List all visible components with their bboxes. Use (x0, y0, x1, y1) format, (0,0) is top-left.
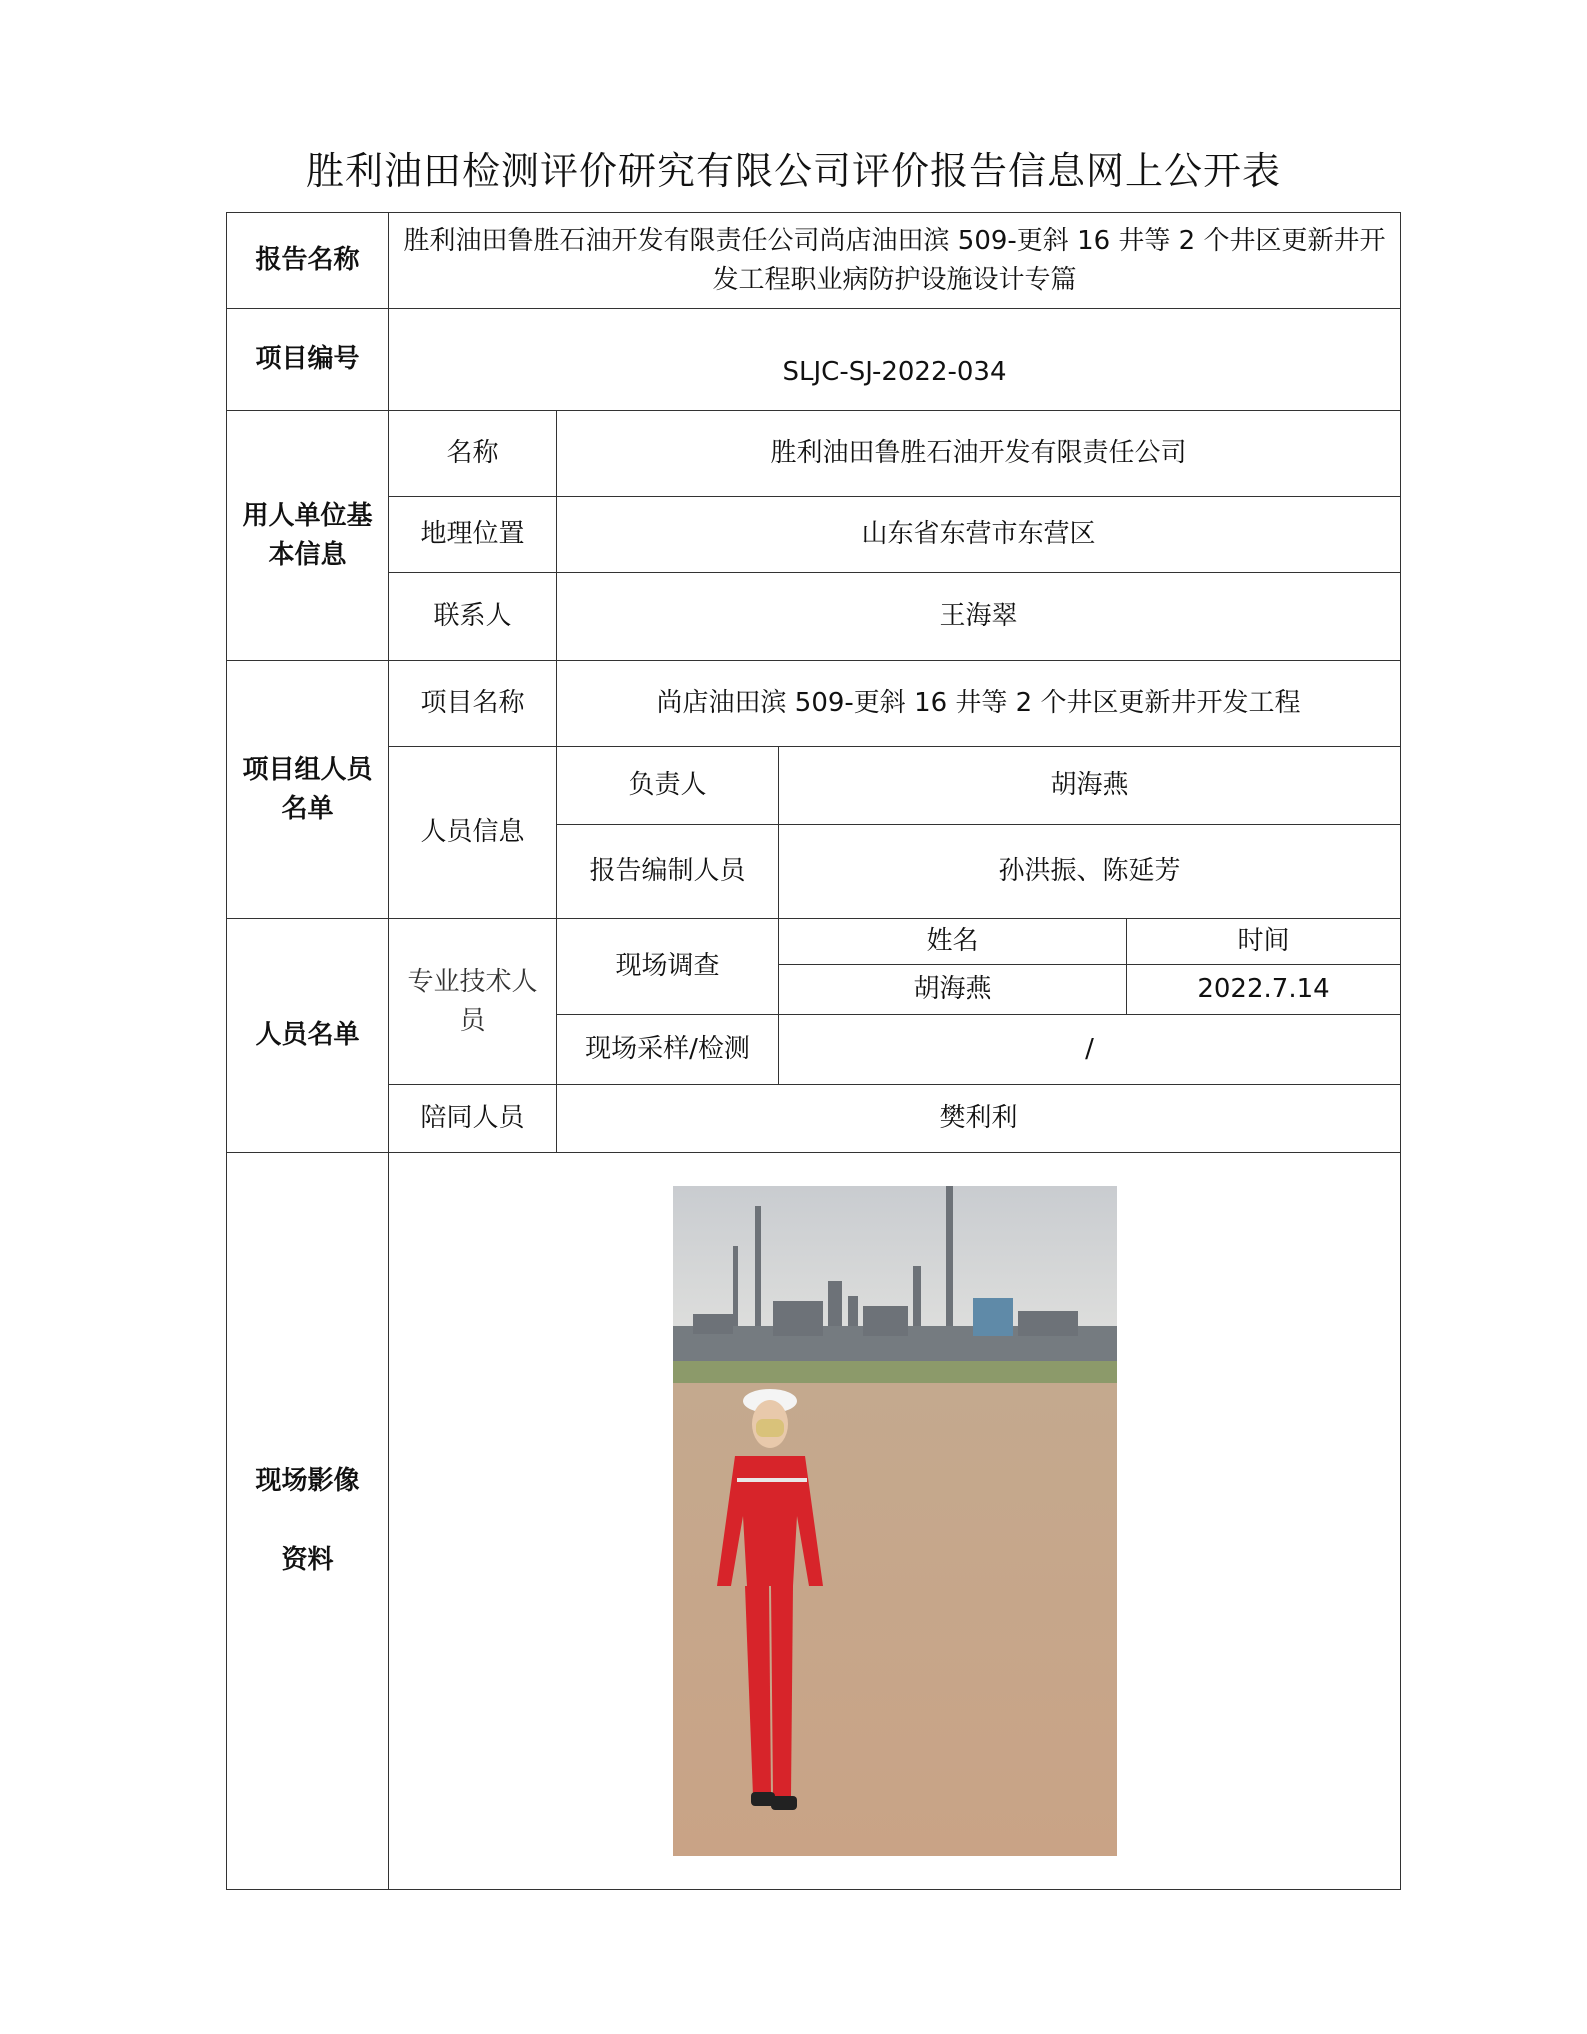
team-leader-label: 负责人 (557, 747, 779, 825)
project-no-row (227, 309, 1401, 411)
employer-name: 胜利油田鲁胜石油开发有限责任公司 (557, 411, 1401, 497)
site-photo (673, 1186, 1117, 1856)
report-name-value: 胜利油田鲁胜石油开发有限责任公司尚店油田滨 509-更斜 16 井等 2 个井区更新井开发工程职业病防护设施设计专篇 (389, 213, 1401, 309)
staff-survey-name: 胡海燕 (779, 965, 1127, 1015)
team-writers: 孙洪振、陈延芳 (779, 825, 1401, 919)
project-no-value: SLJC-SJ-2022-034 (389, 309, 1401, 411)
staff-survey-label: 现场调查 (557, 919, 779, 1015)
grass-strip (673, 1361, 1117, 1383)
team-project-label: 项目名称 (389, 661, 557, 747)
report-name-row (227, 213, 1401, 309)
staff-name-header: 姓名 (779, 919, 1127, 965)
team-leader: 胡海燕 (779, 747, 1401, 825)
staff-time-header: 时间 (1127, 919, 1401, 965)
photos-label-line2: 资料 (281, 1545, 334, 1575)
employer-contact-label: 联系人 (389, 573, 557, 661)
team-writers-label: 报告编制人员 (557, 825, 779, 919)
staff-sampling-label: 现场采样/检测 (557, 1015, 779, 1085)
page-title: 胜利油田检测评价研究有限公司评价报告信息网上公开表 (305, 149, 1281, 193)
staff-escort: 樊利利 (557, 1085, 1401, 1153)
employer-label: 用人单位基本信息 (227, 411, 389, 661)
team-project: 尚店油田滨 509-更斜 16 井等 2 个井区更新井开发工程 (557, 661, 1401, 747)
employer-contact: 王海翠 (557, 573, 1401, 661)
team-info-label: 人员信息 (389, 747, 557, 919)
employer-location-label: 地理位置 (389, 497, 557, 573)
staff-label: 人员名单 (227, 919, 389, 1153)
staff-survey-time: 2022.7.14 (1127, 965, 1401, 1015)
disclosure-table (226, 212, 1401, 1890)
staff-tech-label: 专业技术人员 (389, 919, 557, 1085)
photos-label (227, 1153, 389, 1890)
ground (673, 1383, 1117, 1856)
staff-sampling-value: / (779, 1015, 1401, 1085)
project-no-label: 项目编号 (227, 309, 389, 411)
employer-location: 山东省东营市东营区 (557, 497, 1401, 573)
photos-label-line1: 现场影像 (255, 1466, 360, 1496)
employer-name-label: 名称 (389, 411, 557, 497)
team-label: 项目组人员名单 (227, 661, 389, 919)
staff-escort-label: 陪同人员 (389, 1085, 557, 1153)
report-name-label: 报告名称 (227, 213, 389, 309)
